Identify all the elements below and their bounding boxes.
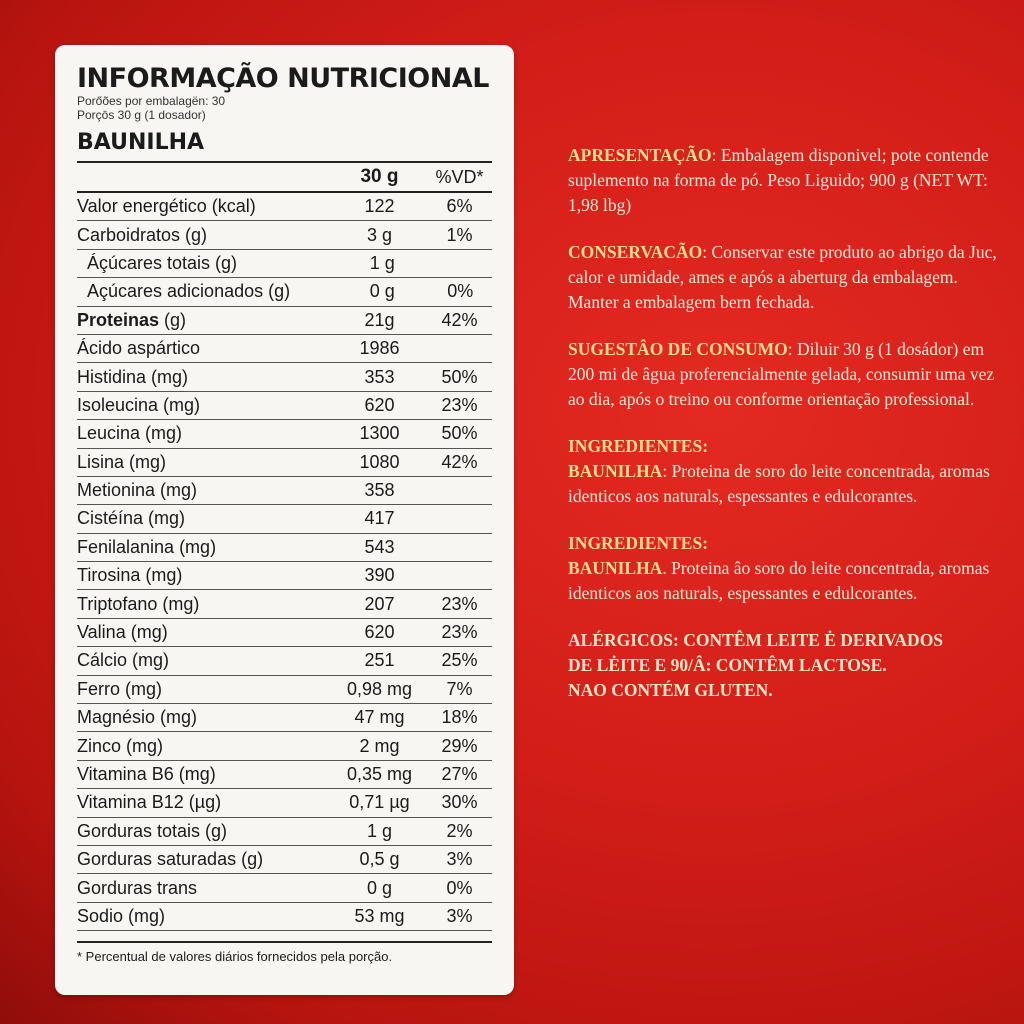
product-info xyxy=(568,143,1008,725)
nutrient-vd: 2% xyxy=(446,820,473,841)
table-row xyxy=(77,761,492,789)
nutrient-name: Carboidratos (g) xyxy=(77,224,208,245)
nutrient-name: Cistéína (mg) xyxy=(77,508,186,529)
table-row xyxy=(77,846,492,874)
nutrient-name: Vitamina B12 (µg) xyxy=(77,792,222,813)
nutrient-vd: 25% xyxy=(441,650,478,671)
table-row xyxy=(77,534,492,562)
nutrient-amount: 251 xyxy=(364,650,395,671)
nutrient-amount: 1 g xyxy=(366,820,393,841)
nutrient-name: Lisina (mg) xyxy=(77,451,167,472)
nutrient-vd: 3% xyxy=(446,849,473,870)
nutrient-amount: 21g xyxy=(364,309,395,330)
table-row xyxy=(77,363,492,391)
serving-size: Porçōs 30 g (1 dosador) xyxy=(77,108,206,122)
nutrient-vd: 23% xyxy=(441,593,478,614)
ingredients-flavor: BAUNILHA xyxy=(568,558,663,578)
nutrient-name: Histidina (mg) xyxy=(77,366,189,387)
nutrient-name: Ácido aspártico xyxy=(77,338,201,359)
nutrient-name: Tirosina (mg) xyxy=(77,565,183,586)
nutrient-vd: 23% xyxy=(441,394,478,415)
nutrient-name: Valor energético (kcal) xyxy=(77,196,256,217)
nutrient-name: Triptofano (mg) xyxy=(77,593,200,614)
table-header xyxy=(77,161,492,193)
nutrient-name: Leucina (mg) xyxy=(77,423,183,444)
table-row xyxy=(77,789,492,817)
table-row xyxy=(77,732,492,760)
presentation-text: : Embalagem disponivel; pote contende suplemento na forma de pó. Peso Liguido; 900 g (NET WT: 1,98 lbg) xyxy=(568,145,989,215)
nutrient-amount: 0,35 mg xyxy=(346,764,413,784)
nutrient-vd: 50% xyxy=(441,366,478,387)
nutrient-amount: 0,5 g xyxy=(359,849,400,870)
ingredients-text: . Proteina âo soro do leite concentrada, aromas identicos aos naturals, espessantes e edulcorantes. xyxy=(568,558,990,603)
nutrient-amount: 0 g xyxy=(369,281,395,302)
table-row xyxy=(77,392,492,420)
nutrient-name: Fenilalanina (mg) xyxy=(77,536,217,557)
table-row xyxy=(77,818,492,846)
nutrient-amount: 0,98 mg xyxy=(346,678,413,699)
table-row xyxy=(77,221,492,249)
conservation-section xyxy=(568,240,1008,315)
nutrient-name: Gorduras trans xyxy=(77,877,198,898)
nutrient-amount: 1986 xyxy=(359,338,400,359)
nutrient-amount: 543 xyxy=(364,536,395,557)
panel-title: INFORMAÇÃO NUTRICIONAL xyxy=(77,63,489,94)
header-amount: 30 g xyxy=(360,166,399,187)
ingredients-label: INGREDIENTES: xyxy=(568,533,709,553)
ingredients-section-2 xyxy=(568,531,1008,606)
table-row xyxy=(77,590,492,618)
nutrient-name: Cálcio (mg) xyxy=(77,650,170,671)
table-row xyxy=(77,704,492,732)
suggestion-label: SUGESTÂO DE CONSUMO xyxy=(568,339,788,359)
nutrient-amount: 47 mg xyxy=(354,707,405,728)
nutrient-vd: 1% xyxy=(446,224,473,245)
nutrient-name: Metionina (mg) xyxy=(77,480,198,501)
nutrient-name: Açúcares adicionados (g) xyxy=(87,281,291,302)
nutrient-amount: 1300 xyxy=(359,423,400,444)
nutrient-amount: 390 xyxy=(364,565,395,586)
ingredients-label: INGREDIENTES: xyxy=(568,436,709,456)
nutrient-name: Magnésio (mg) xyxy=(77,707,198,728)
nutrient-amount: 0,71 µg xyxy=(349,792,410,813)
table-row xyxy=(77,619,492,647)
nutrient-amount: 0 g xyxy=(366,877,393,898)
nutrient-vd: 29% xyxy=(441,735,478,756)
nutrient-name: Ferro (mg) xyxy=(77,678,162,699)
table-row xyxy=(77,420,492,448)
nutrient-name-bold: Proteinas xyxy=(77,309,160,330)
conservation-text: : Conservar este produto ao abrigo da Juc, calor e umidade, ames e após a aberturg da embalagem. Manter a embalagem bern fechada. xyxy=(568,242,997,312)
table-row xyxy=(77,647,492,675)
nutrient-amount: 1 g xyxy=(369,252,395,273)
nutrient-vd: 50% xyxy=(441,423,478,444)
table-row xyxy=(77,335,492,363)
nutrition-facts-panel xyxy=(55,45,514,995)
table-row xyxy=(77,505,492,533)
table-row xyxy=(77,449,492,477)
nutrition-table xyxy=(77,193,492,931)
nutrient-name: Zinco (mg) xyxy=(77,735,164,756)
table-row xyxy=(77,278,492,306)
table-row xyxy=(77,562,492,590)
nutrient-vd: 42% xyxy=(441,451,478,472)
nutrient-vd: 7% xyxy=(446,678,473,699)
ingredients-text: : Proteina de soro do leite concentrada, aromas identicos aos naturals, espessantes e edulcorantes. xyxy=(568,461,990,506)
nutrient-amount: 620 xyxy=(364,394,395,415)
nutrient-name xyxy=(77,310,332,331)
nutrient-vd: 27% xyxy=(441,764,478,784)
nutrient-amount: 417 xyxy=(364,508,395,529)
ingredients-flavor: BAUNILHA xyxy=(568,461,663,481)
nutrient-amount: 1080 xyxy=(359,451,400,472)
presentation-section xyxy=(568,143,1008,218)
table-row xyxy=(77,307,492,335)
table-row xyxy=(77,477,492,505)
nutrient-vd: 0% xyxy=(447,281,474,302)
nutrient-name-unit: (g) xyxy=(159,309,187,330)
table-row xyxy=(77,903,492,931)
allergen-line: NAO CONTÉM GLUTEN. xyxy=(568,680,773,700)
servings-per-pack: Porőões por embalagën: 30 xyxy=(77,94,226,108)
nutrient-vd: 42% xyxy=(441,309,478,330)
nutrient-vd: 18% xyxy=(441,707,478,728)
conservation-label: CONSERVACÃO xyxy=(568,242,703,262)
nutrient-name: Isoleucina (mg) xyxy=(77,394,201,415)
suggestion-section xyxy=(568,337,1008,412)
allergen-line: DE LĖITE E 90/Â: CONTÊM LACTOSE. xyxy=(568,655,887,675)
nutrient-name: Gorduras saturadas (g) xyxy=(77,849,264,870)
footnote: * Percentual de valores diários fornecidos pela porção. xyxy=(77,941,492,964)
table-row xyxy=(77,676,492,704)
allergen-line: ALÉRGICOS: CONTÊM LEITE Ė DERIVADOS xyxy=(568,630,944,650)
nutrient-vd: 6% xyxy=(446,196,473,217)
table-row xyxy=(77,250,492,278)
nutrient-name: Vitamina B6 (mg) xyxy=(77,764,216,784)
nutrient-amount: 353 xyxy=(364,366,395,387)
header-vd: %VD* xyxy=(435,166,484,187)
nutrient-amount: 122 xyxy=(364,196,395,217)
nutrient-amount: 620 xyxy=(364,622,395,643)
nutrient-vd: 3% xyxy=(446,905,473,926)
nutrient-amount: 358 xyxy=(364,480,395,501)
nutrient-name: Sodio (mg) xyxy=(77,905,166,926)
nutrient-vd: 23% xyxy=(441,622,478,643)
nutrient-name: Gorduras totais (g) xyxy=(77,820,228,841)
presentation-label: APRESENTAÇÃO xyxy=(568,145,712,165)
ingredients-section-1 xyxy=(568,434,1008,509)
nutrient-name: Áçúcares totais (g) xyxy=(87,252,238,273)
nutrient-amount: 2 mg xyxy=(359,735,400,756)
flavor-name: BAUNILHA xyxy=(77,130,205,155)
suggestion-text: : Diluir 30 g (1 dosádor) em 200 mi de âgua proferencialmente gelada, consumir uma vez ao dia, após o treino ou conforme orientação professional. xyxy=(568,339,995,409)
nutrient-name: Valina (mg) xyxy=(77,622,168,643)
nutrient-vd: 0% xyxy=(446,877,473,898)
table-row xyxy=(77,874,492,902)
nutrient-vd: 30% xyxy=(441,792,478,813)
table-row xyxy=(77,193,492,221)
nutrient-amount: 53 mg xyxy=(354,905,405,926)
allergen-warning xyxy=(568,628,1008,703)
nutrient-amount: 3 g xyxy=(366,224,393,245)
nutrient-amount: 207 xyxy=(364,593,395,614)
